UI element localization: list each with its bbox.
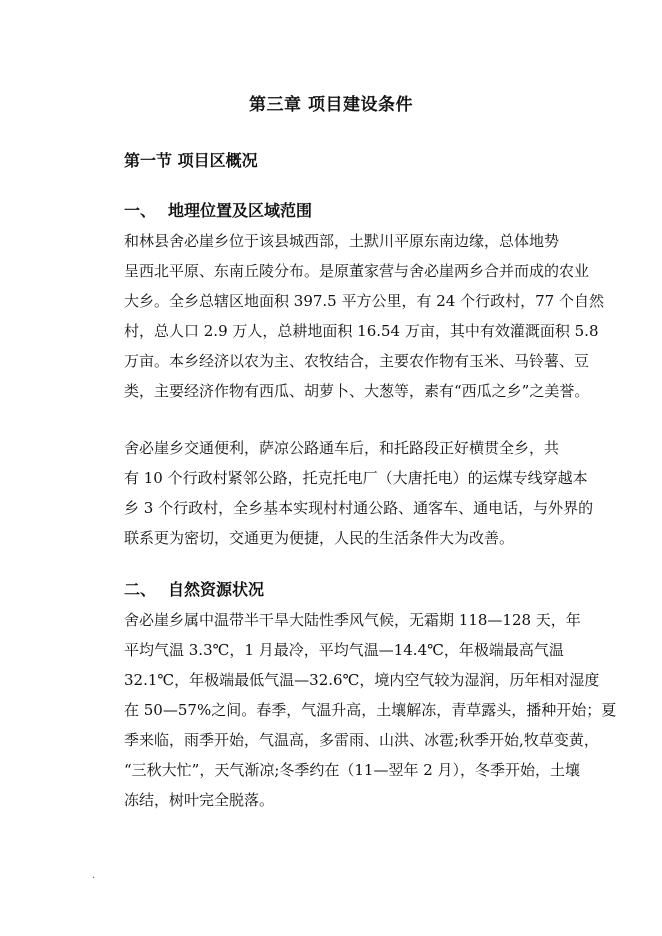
text-line: 乡 3 个行政村，全乡基本实现村村通公路、通客车、通电话，与外界的 — [124, 499, 594, 517]
text-line: 舍必崖乡交通便利，萨凉公路通车后，和托路段正好横贯全乡，共 — [124, 439, 560, 457]
subheading-text: 地理位置及区域范围 — [168, 201, 313, 220]
subheading-location — [124, 198, 312, 221]
paragraph-location — [124, 226, 604, 406]
text-line: 大乡。全乡总辖区地面积 397.5 平方公里，有 24 个行政村，77 个自然 — [124, 292, 604, 310]
text-line: 舍必崖乡属中温带半干旱大陆性季风气候，无霜期 118—128 天，年 — [124, 611, 581, 629]
text-line: 有 10 个行政村紧邻公路，托克托电厂（大唐托电）的运煤专线穿越本 — [124, 469, 588, 487]
paragraph-transport — [124, 433, 594, 553]
text-line: 和林县舍必崖乡位于该县城西部，土默川平原东南边缘，总体地势 — [124, 232, 560, 250]
text-line: 在 50—57%之间。春季，气温升高，土壤解冻，青草露头，播种开始；夏 — [124, 701, 617, 719]
text-line: 联系更为密切，交通更为便捷，人民的生活条件大为改善。 — [124, 529, 515, 547]
text-line: 呈西北平原、东南丘陵分布。是原董家营与舍必崖两乡合并而成的农业 — [124, 262, 590, 280]
subheading-number: 一、 — [124, 201, 157, 220]
chapter-title: 第三章 项目建设条件 — [249, 95, 413, 115]
text-line: 平均气温 3.3℃，1 月最冷，平均气温—14.4℃，年极端最高气温 — [124, 641, 564, 659]
subheading-resources — [124, 577, 264, 600]
footer-mark: . — [92, 870, 96, 881]
subheading-number: 二、 — [124, 580, 157, 599]
subheading-text: 自然资源状况 — [168, 580, 265, 599]
section-title: 第一节 项目区概况 — [124, 151, 258, 170]
text-line: 万亩。本乡经济以农为主、农牧结合，主要农作物有玉米、马铃薯、豆 — [124, 352, 590, 370]
paragraph-climate — [124, 605, 617, 815]
text-line: 32.1℃，年极端最低气温—32.6℃，境内空气较为湿润，历年相对湿度 — [124, 671, 600, 689]
text-line: 类，主要经济作物有西瓜、胡萝卜、大葱等，素有“西瓜之乡”之美誉。 — [124, 382, 590, 400]
text-line: “三秋大忙”，天气渐凉;冬季约在（11—翌年 2 月），冬季开始，土壤 — [124, 761, 581, 779]
text-line: 冻结，树叶完全脱落。 — [124, 791, 275, 809]
text-line: 村，总人口 2.9 万人，总耕地面积 16.54 万亩，其中有效灌溉面积 5.8 — [124, 322, 599, 340]
text-line: 季来临，雨季开始，气温高，多雷雨、山洪、冰雹;秋季开始,牧草变黄， — [124, 731, 599, 749]
